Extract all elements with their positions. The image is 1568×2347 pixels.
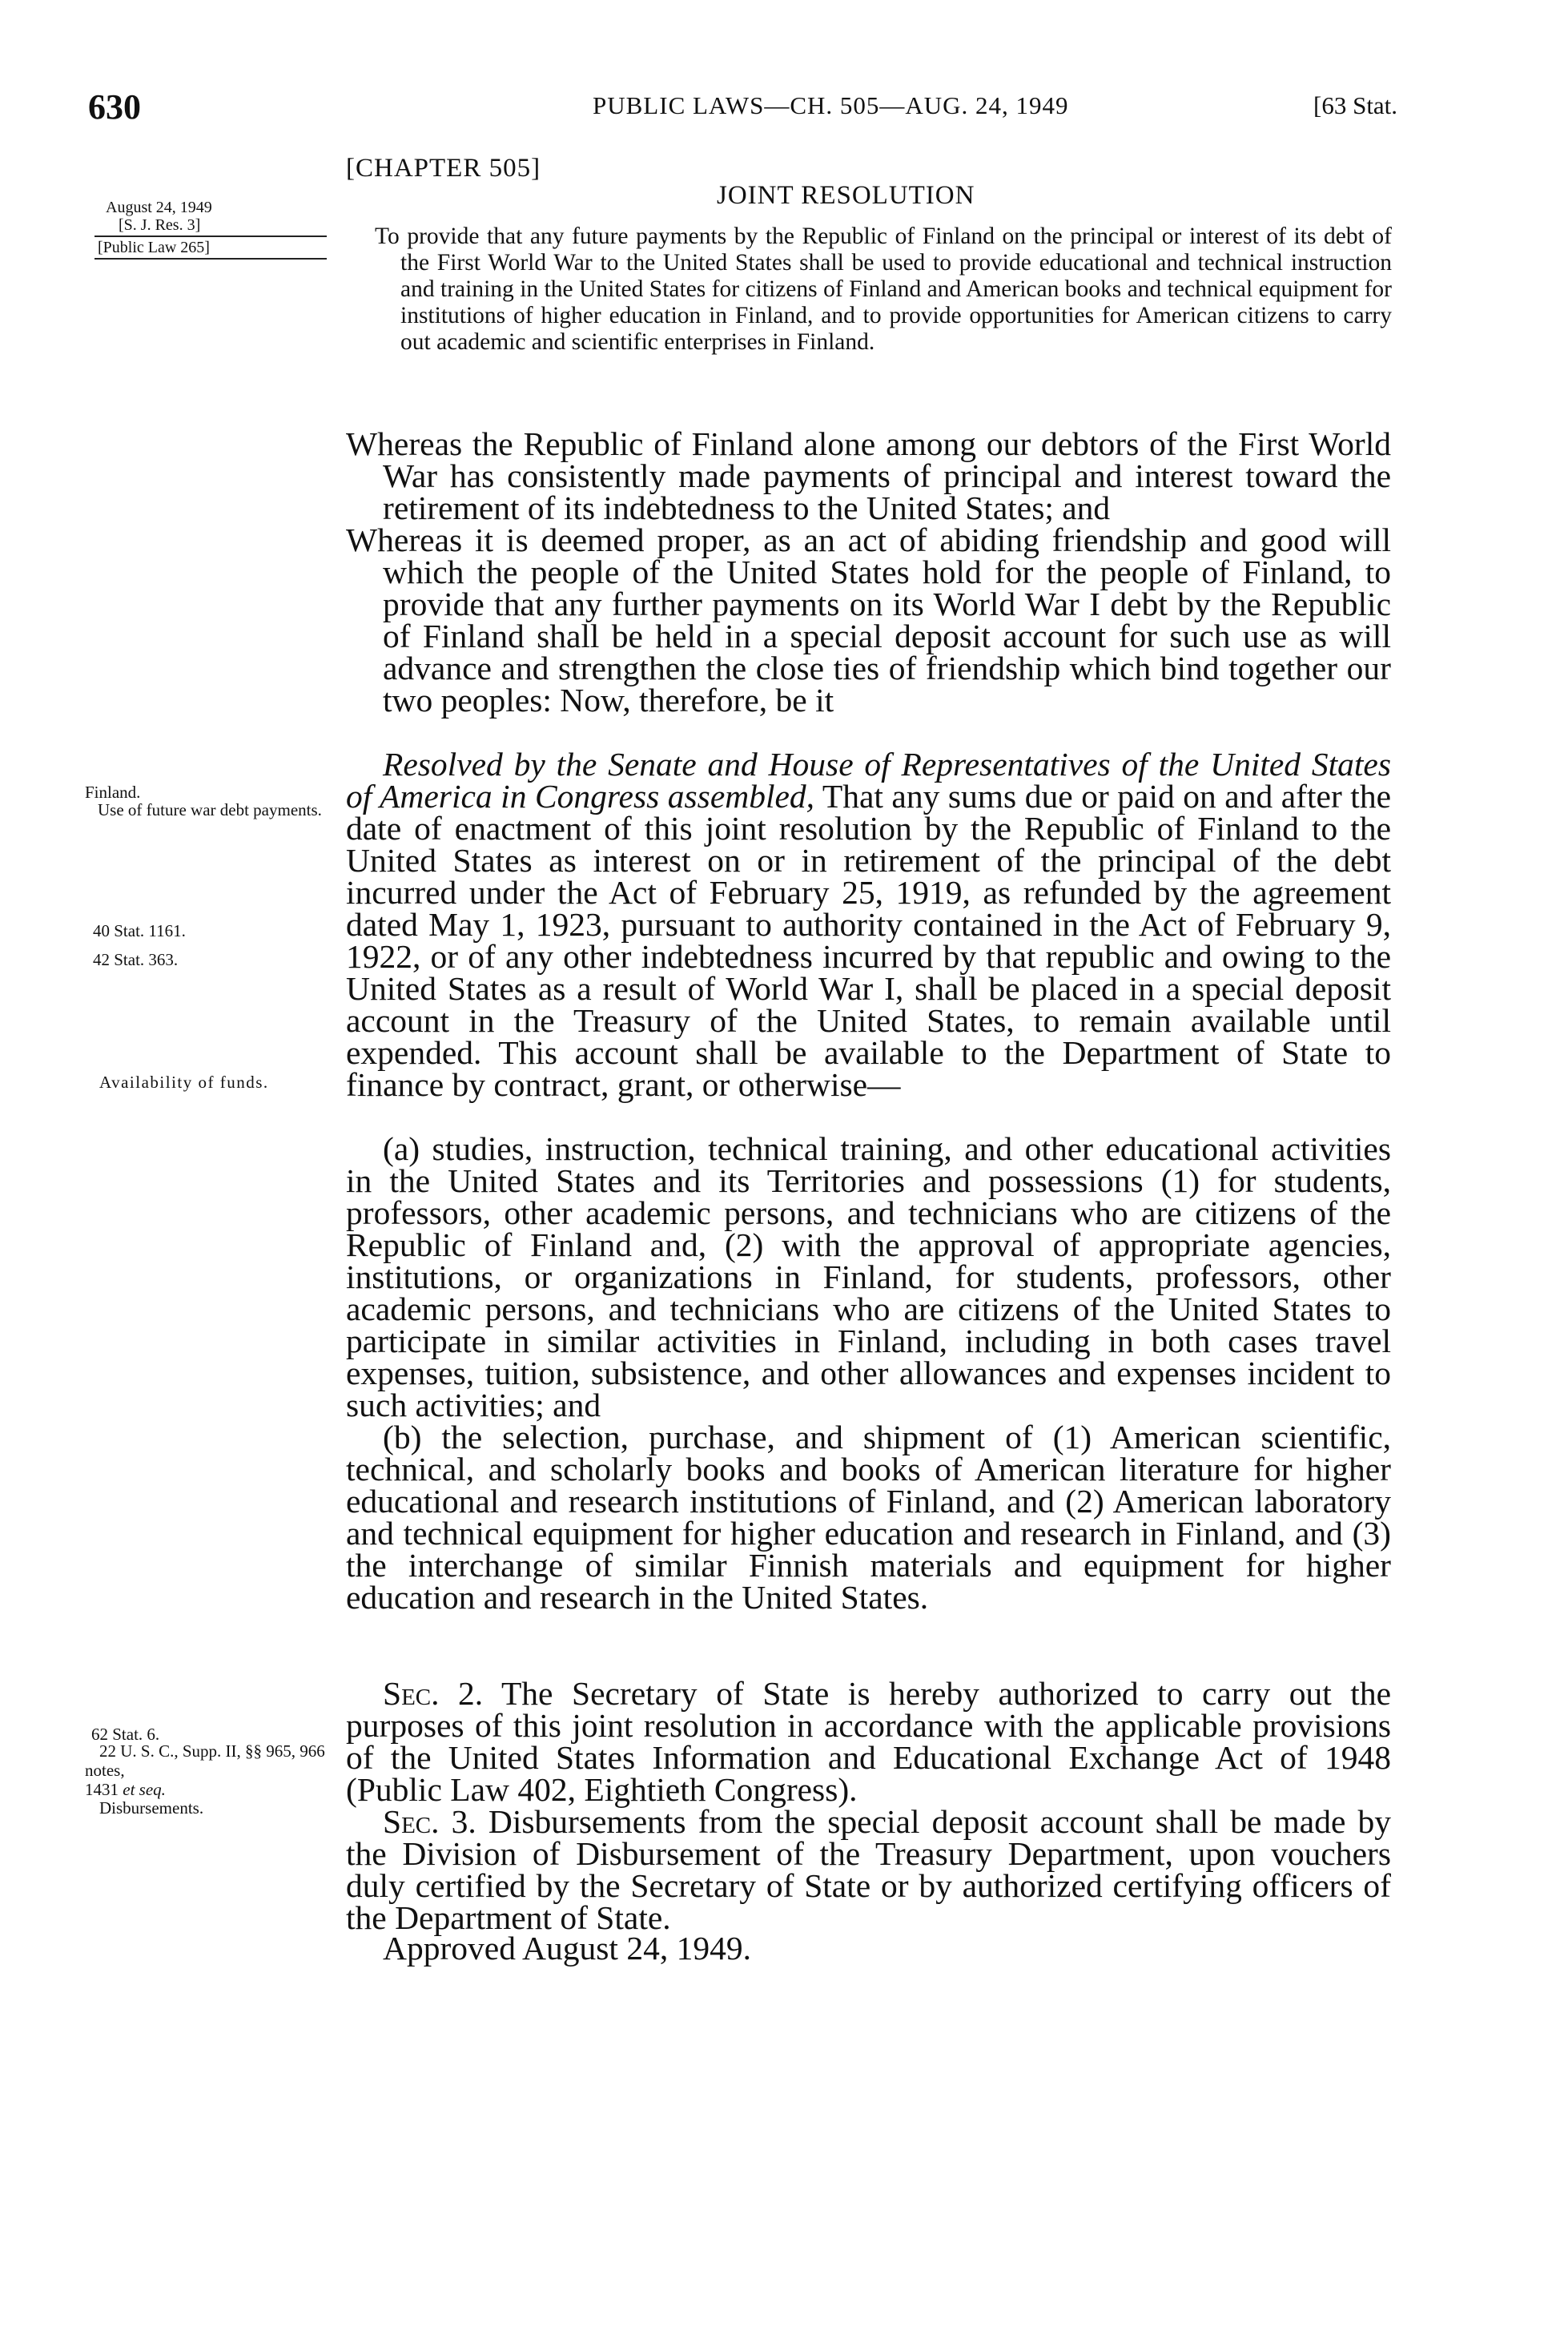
margin-note-usc-seq-number: 1431 [85, 1780, 119, 1799]
volume-reference: [63 Stat. [1313, 91, 1398, 119]
margin-note-42-stat: 42 Stat. 363. [93, 950, 179, 969]
purpose-statement [375, 223, 1392, 356]
resolved-body: That any sums due or paid on and after the date of enactment of this joint resolution by the Republic of Finland to the United States as interest on or in retirement of the principal of the debt incurred under the Act of February 25, 1919, as refunded by the agreement dated May 1, 1923, pursuant to authority contained in the Act of February 9, 1922, or of any other indebtedness incurred by that republic and owing to the United States as a result of World War I, shall be placed in a special deposit account in the Treasury of the United States, to remain available until expended. This account shall be available to the Department of State to finance by contract, grant, or otherwise— [346, 778, 1391, 1103]
public-law-number: [Public Law 265] [98, 239, 210, 256]
purpose-text: To provide that any future payments by the Republic of Finland on the principal or interest of its debt of the First World War to the United States shall be used to provide educational and technical instruction and training in the United States for citizens of Finland and American books and technical equipment for institutions of higher education in Finland, and to provide opportunities for American citizens to carry out academic and scientific enterprises in Finland. [375, 223, 1392, 355]
margin-note-40-stat: 40 Stat. 1161. [93, 921, 186, 940]
margin-note-availability: Availability of funds. [99, 1073, 269, 1092]
clause-b: (b) the selection, purchase, and shipment of (1) American scientific, technical, and scholarly books and books of American literature for higher educational and research institutions of Finland, and (2) American laboratory and technical equipment for higher education and research in Finland, and (3) the interchange of similar Finnish materials and equipment for higher education and research in the United States. [346, 1419, 1391, 1616]
sec2-text: The Secretary of State is hereby authorized to carry out the purposes of this joint resolution in accordance with the applicable provisions of the United States Information and Educational Exchange Act of 1948 (Public Law 402, Eightieth Congress). [346, 1675, 1391, 1808]
resolved-enacting-clause: Resolved by the Senate and House of Representatives of the United States of America in Congress assembled, [346, 746, 1391, 815]
margin-note-62-stat: 62 Stat. 6. [91, 1725, 160, 1744]
margin-note-disbursements: Disbursements. [99, 1798, 204, 1818]
section-3 [346, 1803, 1391, 1936]
sec2-paragraph [346, 1677, 1391, 1806]
sec3-paragraph [346, 1803, 1391, 1936]
margin-note-usc: 22 U. S. C., Supp. II, §§ 965, 966 notes, [85, 1741, 325, 1780]
margin-note-finland: Finland. [85, 783, 141, 802]
running-title: PUBLIC LAWS—CH. 505—AUG. 24, 1949 [593, 91, 1069, 119]
resolution-heading: JOINT RESOLUTION [717, 181, 975, 210]
preamble [346, 425, 1391, 719]
clause-a-section [346, 1130, 1391, 1423]
approval-line: Approved August 24, 1949. [383, 1930, 751, 1967]
clause-a: (a) studies, instruction, technical training, and other educational activities in the United States and its Territories and possessions (1) for students, professors, other academic persons, and technicians who are citizens of the Republic of Finland and, (2) with the approval of appropriate agencies, institutions, or organizations in Finland, for students, professors, other academic persons, and technicians who are citizens of the United States to participate in similar activities in Finland, including in both cases travel expenses, tuition, subsistence, and other allowances and expenses incident to such activities; and [346, 1130, 1391, 1423]
sec2-label: Sec. 2. [383, 1675, 484, 1712]
whereas-clause-1: Whereas the Republic of Finland alone among our debtors of the First World War has consistently made payments of principal and interest toward the retirement of its indebtedness to the United States; and [346, 425, 1391, 526]
margin-note-usc-seq-italic: et seq. [123, 1780, 166, 1799]
margin-note-usc-seq [85, 1780, 333, 1799]
whereas-clause-2: Whereas it is deemed proper, as an act of abiding friendship and good will which the people of the United States hold for the people of Finland, to provide that any further payments on its World War I debt by the Republic of Finland shall be held in a special deposit account for such use as will advance and strengthen the close ties of friendship which bind together our two peoples: Now, therefore, be it [346, 521, 1391, 719]
section-2 [346, 1677, 1391, 1806]
side-rule-1 [94, 236, 327, 237]
resolved-section [346, 748, 1391, 1101]
page-number: 630 [88, 87, 141, 127]
sec3-text: Disbursements from the special deposit account shall be made by the Division of Disbursement of the Treasury Department, upon vouchers duly certified by the Secretary of State or by authorized certifying officers of the Department of State. [346, 1803, 1391, 1936]
clause-b-section [346, 1419, 1391, 1616]
chapter-label: [CHAPTER 505] [346, 154, 541, 183]
resolved-paragraph [346, 748, 1391, 1101]
sec3-label: Sec. 3. [383, 1803, 476, 1840]
enactment-date: August 24, 1949 [106, 199, 212, 216]
side-rule-2 [94, 258, 327, 260]
margin-note-war-debt: Use of future war debt payments. [98, 800, 322, 819]
bill-number: [S. J. Res. 3] [119, 216, 201, 234]
